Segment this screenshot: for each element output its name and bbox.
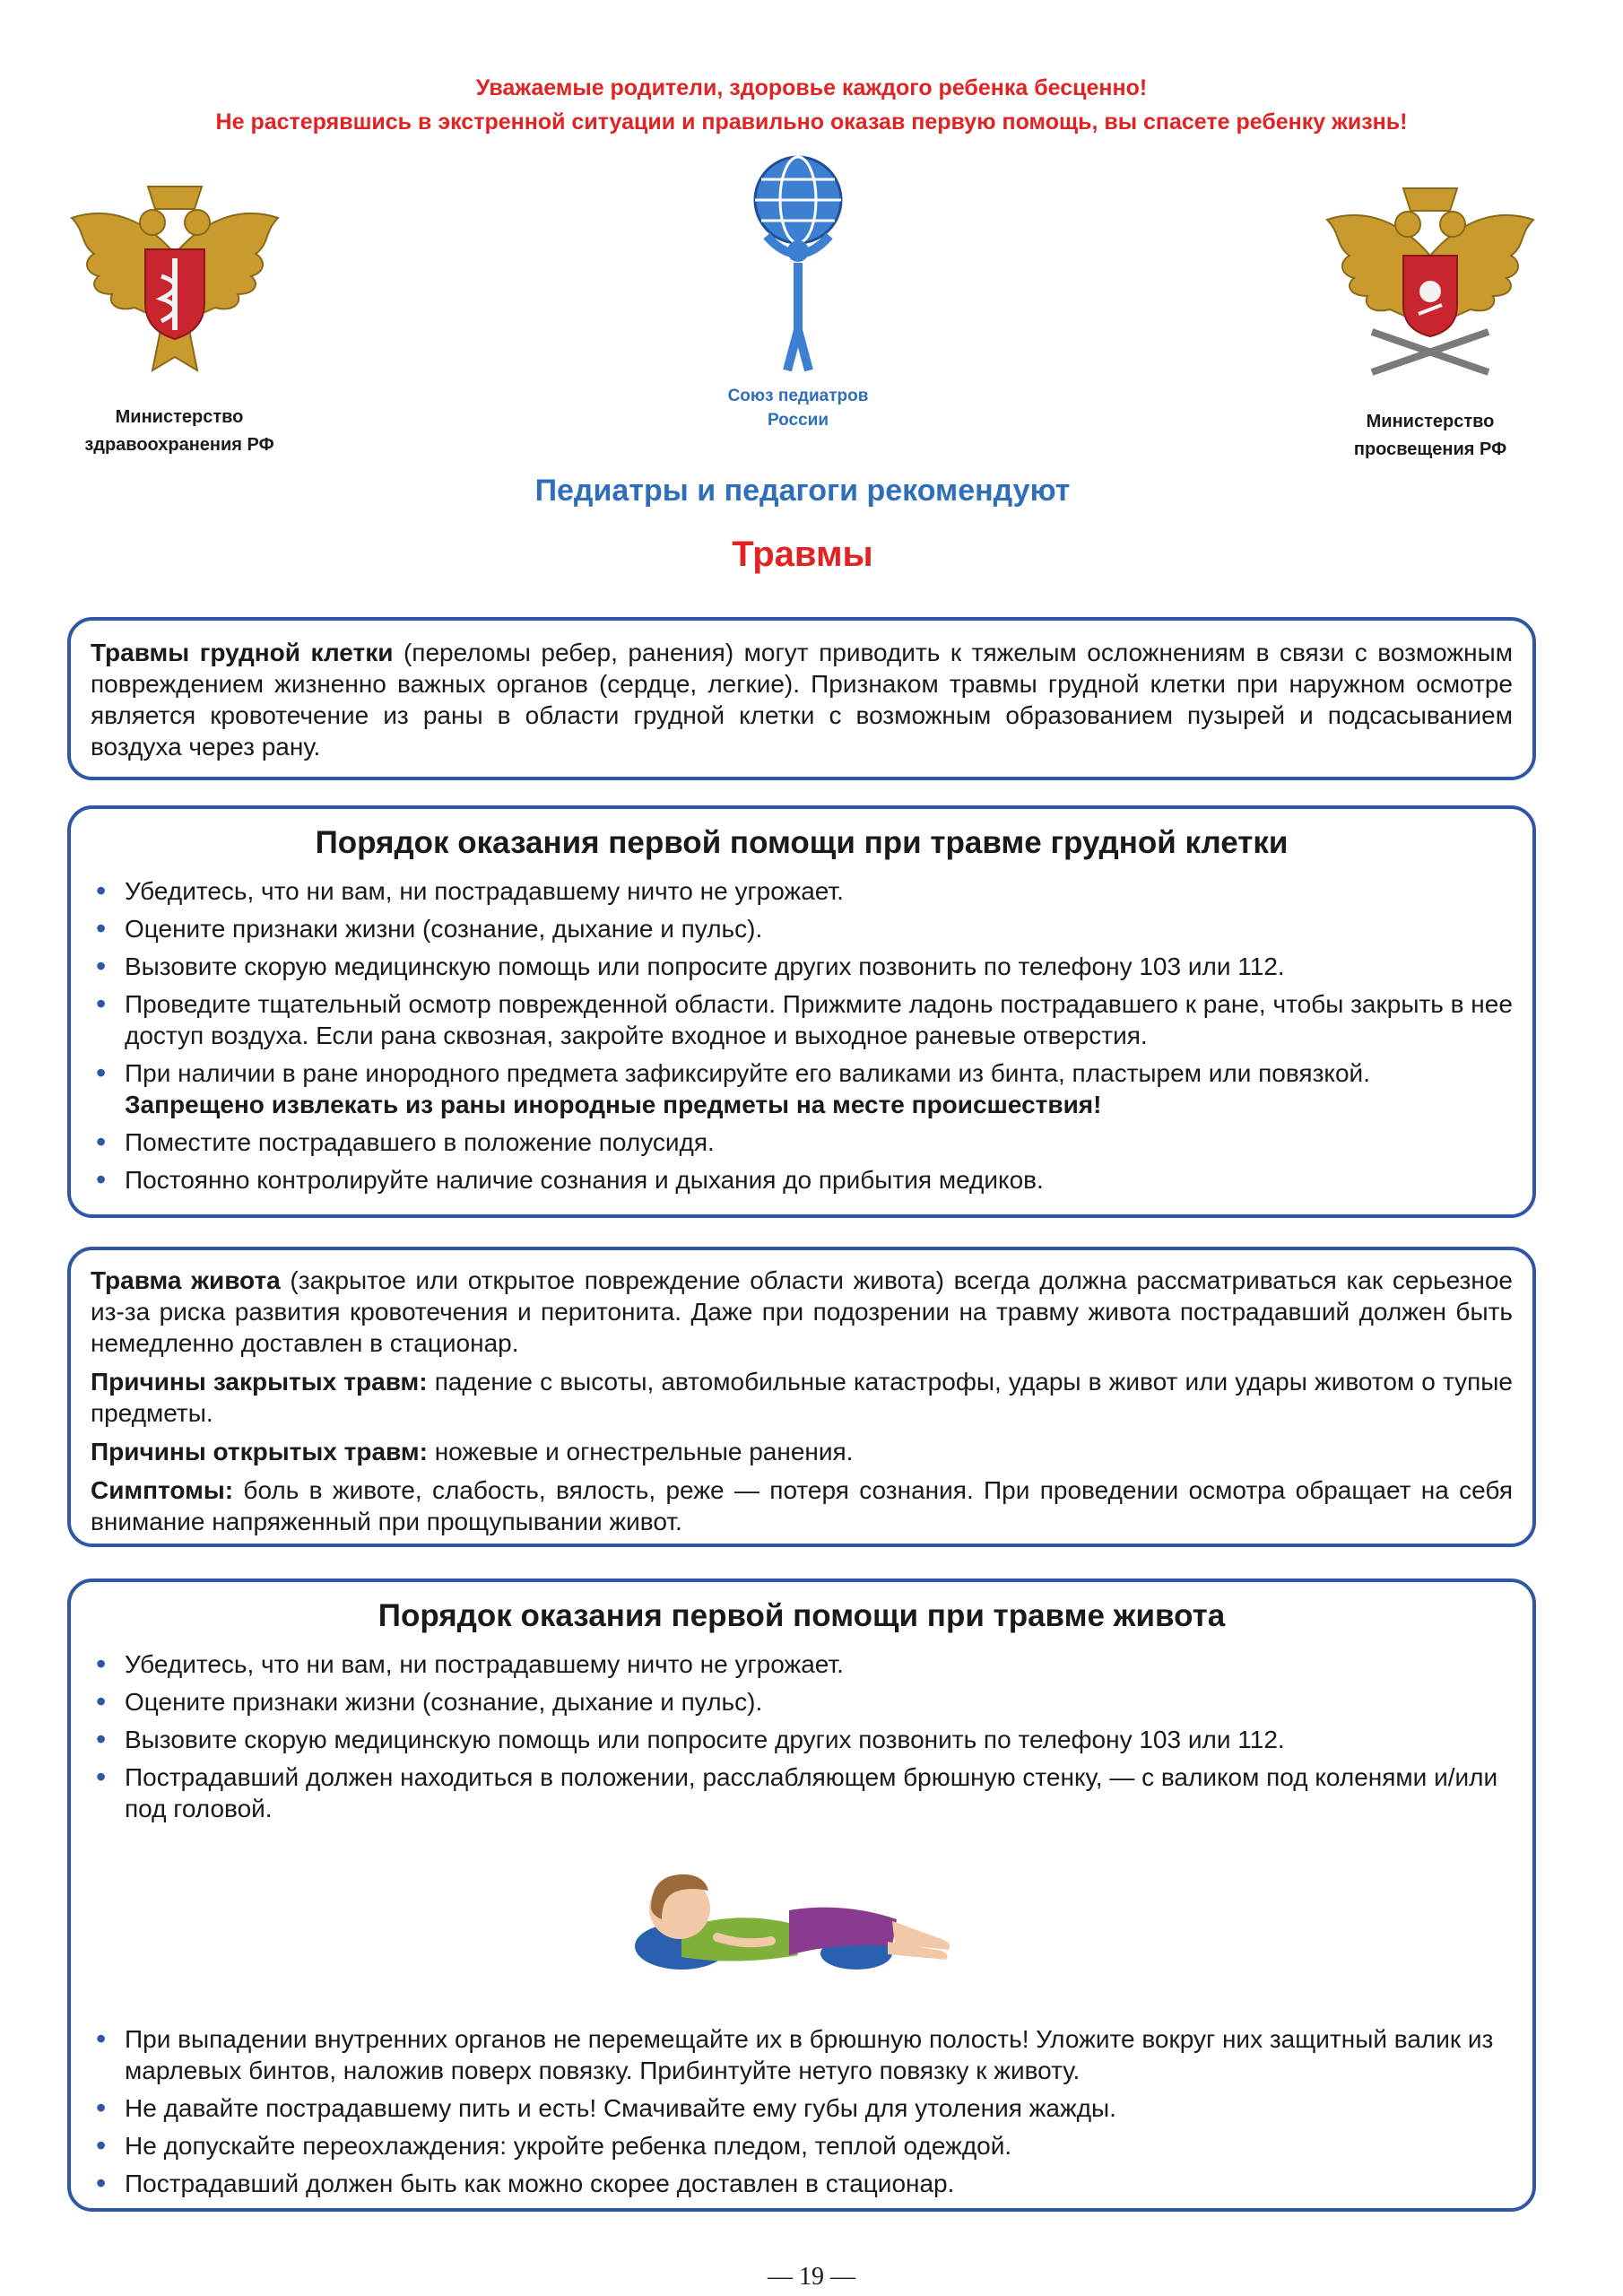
chest-trauma-intro-box: [67, 617, 1536, 780]
list-item: • Убедитесь, что ни вам, ни пострадавшему ничто не угрожает.: [91, 1648, 1513, 1680]
list-item: • Оцените признаки жизни (сознание, дыхание и пульс).: [91, 1686, 1513, 1718]
list-item: • Вызовите скорую медицинскую помощь или попросите других позвонить по телефону 103 или 112.: [91, 951, 1513, 982]
list-item-text: При наличии в ране инородного предмета зафиксируйте его валиками из бинта, пластырем или повязкой.: [125, 1059, 1370, 1087]
list-item: • Вызовите скорую медицинскую помощь или попросите других позвонить по телефону 103 или 112.: [91, 1724, 1513, 1755]
chest-first-aid-list: [91, 875, 1513, 1196]
open-causes-label: Причины открытых травм:: [91, 1438, 428, 1465]
recommendation-heading: Педиатры и педагоги рекомендуют: [534, 474, 1071, 508]
header-note-line2: Не растерявшись в экстренной ситуации и правильно оказав первую помощь, вы спасете ребенку жизнь!: [215, 109, 1408, 135]
abdomen-trauma-lead: Травма живота: [91, 1266, 281, 1294]
abdomen-first-aid-list-top: [91, 1648, 1513, 1824]
list-item: • Не давайте пострадавшему пить и есть! Смачивайте ему губы для утоления жажды.: [91, 2092, 1513, 2124]
chest-trauma-text: (переломы ребер, ранения) могут приводить к тяжелым осложнениям в связи с возможным повреждением жизненно важных органов (сердце, легкие). Признаком травмы грудной клетки при наружном осмотре является кровотечение из раны в области грудной клетки с возможным образованием пузырей и подсасыванием воздуха через рану.: [91, 639, 1513, 761]
chest-first-aid-title: Порядок оказания первой помощи при травме грудной клетки: [315, 825, 1289, 860]
list-item: • Убедитесь, что ни вам, ни пострадавшему ничто не угрожает.: [91, 875, 1513, 907]
list-item: • Пострадавший должен быть как можно скорее доставлен в стационар.: [91, 2168, 1513, 2199]
open-trauma-causes: [91, 1436, 1513, 1467]
abdomen-first-aid-list-bottom: [91, 2023, 1513, 2199]
ministry-education-emblem-icon: [1318, 170, 1542, 386]
list-item: • Пострадавший должен находиться в положении, расслабляющем брюшную стенку, — с валиком под коленями и/или под головой.: [91, 1761, 1513, 1824]
abdomen-trauma-paragraph: [91, 1265, 1513, 1359]
ministry-health-emblem-icon: [63, 169, 287, 384]
pediatricians-union-label: Союз педиатров России: [727, 387, 869, 430]
ministry-education-label: Министерство просвещения РФ: [1353, 412, 1507, 459]
symptoms-label: Симптомы:: [91, 1476, 234, 1504]
closed-causes-text: падение с высоты, автомобильные катастрофы, удары в живот или удары животом о тупые предметы.: [91, 1368, 1513, 1427]
abdomen-first-aid-title: Порядок оказания первой помощи при травме живота: [378, 1598, 1226, 1633]
list-item: • Оцените признаки жизни (сознание, дыхание и пульс).: [91, 913, 1513, 944]
header-note-line1: Уважаемые родители, здоровье каждого ребенка бесценно!: [475, 75, 1148, 100]
chest-first-aid-box: [67, 805, 1536, 1218]
closed-causes-label: Причины закрытых травм:: [91, 1368, 428, 1396]
abdomen-trauma-intro-box: [67, 1247, 1536, 1547]
open-causes-text: ножевые и огнестрельные ранения.: [427, 1438, 854, 1465]
symptoms: [91, 1474, 1513, 1537]
list-item: • Постоянно контролируйте наличие сознания и дыхания до прибытия медиков.: [91, 1164, 1513, 1196]
foreign-object-warning: Запрещено извлекать из раны инородные предметы на месте происшествия!: [125, 1091, 1102, 1118]
pediatricians-union-logo-icon: [749, 151, 847, 375]
page-number: — 19 —: [768, 2263, 855, 2291]
ministry-health-label: Министерство здравоохранения РФ: [84, 407, 274, 455]
closed-trauma-causes: [91, 1366, 1513, 1429]
list-item: • Не допускайте переохлаждения: укройте ребенка пледом, теплой одеждой.: [91, 2130, 1513, 2161]
list-item: [91, 1057, 1513, 1120]
list-item: • При выпадении внутренних органов не перемещайте их в брюшную полость! Уложите вокруг них защитный валик из марлевых бинтов, наложив поверх повязку. Прибинтуйте нетуго повязку к животу.: [91, 2023, 1513, 2086]
list-item: • Поместите пострадавшего в положение полусидя.: [91, 1126, 1513, 1158]
page-title: Травмы: [732, 535, 873, 574]
list-item: • Проведите тщательный осмотр поврежденной области. Прижмите ладонь пострадавшего к ране, чтобы закрыть в нее доступ воздуха. Если рана сквозная, закройте входное и выходное раневые отверстия.: [91, 988, 1513, 1051]
abdomen-trauma-text: (закрытое или открытое повреждение области живота) всегда должна рассматриваться как серьезное из-за риска развития кровотечения и перитонита. Даже при подозрении на травму живота пострадавший должен быть немедленно доставлен в стационар.: [91, 1266, 1513, 1357]
symptoms-text: боль в животе, слабость, вялость, реже — потеря сознания. При проведении осмотра обращает на себя внимание напряженный при прощупывании живот.: [91, 1476, 1513, 1535]
chest-trauma-paragraph: [91, 637, 1513, 762]
chest-trauma-lead: Травмы грудной клетки: [91, 639, 394, 666]
child-lying-illustration: [628, 1857, 986, 1978]
